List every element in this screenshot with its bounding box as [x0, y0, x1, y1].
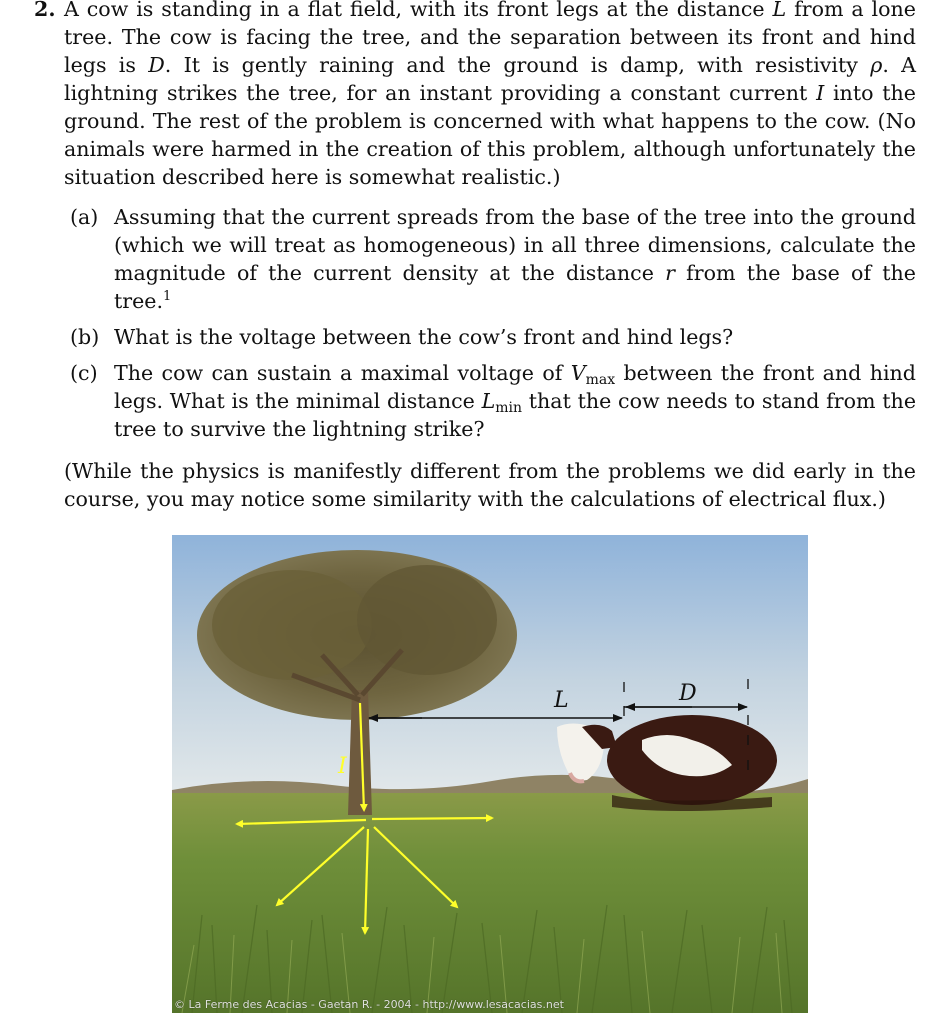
subscript-min: min — [495, 400, 523, 416]
part-text: Assuming that the current spreads from the base of the tree into the ground (which we will treat as homogeneous) in all three dimensions, calculate the magnitude of the current density at the distance r from the base of the tree.$^1$ — [114, 205, 916, 313]
figure-svg — [172, 535, 808, 1013]
part-b — [70, 323, 916, 351]
problem-2 — [34, 0, 916, 513]
problem-parts — [70, 203, 916, 443]
stem-text: . It is gently raining and the ground is damp, with resistivity — [164, 53, 871, 77]
footnote-mark: 1 — [163, 289, 172, 304]
subscript-max: max — [585, 372, 616, 388]
problem-number: 2. — [34, 0, 56, 21]
var-L: L — [481, 389, 496, 413]
var-D: D — [148, 53, 165, 77]
part-text: What is the voltage between the cow’s front and hind legs? — [114, 325, 734, 349]
var-L: L — [772, 0, 787, 21]
var-V: V — [570, 361, 586, 385]
grass-field — [172, 793, 808, 1013]
arrow-right — [372, 818, 492, 819]
closing-remark: (While the physics is manifestly different from the problems we did early in the course, you may notice some similarity with the calculations of electrical flux.) — [64, 459, 916, 511]
var-r: r — [665, 261, 675, 285]
label-I: I — [338, 754, 347, 779]
problem-stem — [64, 0, 916, 191]
var-I: I — [816, 81, 825, 105]
part-text: The cow can sustain a maximal voltage of $V_{max}$ between the front and hind legs. What is the minimal distance $L_{min}$ that the cow needs to stand from the tree to survive the lightning strike? — [114, 361, 917, 441]
part-label: (b) — [70, 325, 100, 349]
part-a — [70, 203, 916, 315]
stem-text: into the ground. The rest of the problem is concerned with what happens to the cow. (No animals were harmed in the creation of this problem, although unfortunately the situation described here is somewhat realistic.) — [64, 81, 916, 189]
part-label: (c) — [70, 361, 98, 385]
label-L: L — [554, 688, 569, 713]
var-rho: ρ — [870, 53, 883, 77]
stem-text: . A lightning strikes the tree, for an instant providing a constant current — [64, 53, 917, 105]
part-c — [70, 359, 916, 443]
label-D: D — [679, 681, 697, 706]
cow-tree-figure — [172, 535, 808, 1013]
photo-credit: © La Ferme des Acacias - Gaetan R. - 2004 - http://www.lesacacias.net — [174, 998, 564, 1011]
stem-text: from a lone tree. The cow is facing the tree, and the separation between its front and hind legs is — [64, 0, 916, 77]
part-label: (a) — [70, 205, 99, 229]
stem-text: A cow is standing in a flat field, with its front legs at the distance — [64, 0, 773, 21]
